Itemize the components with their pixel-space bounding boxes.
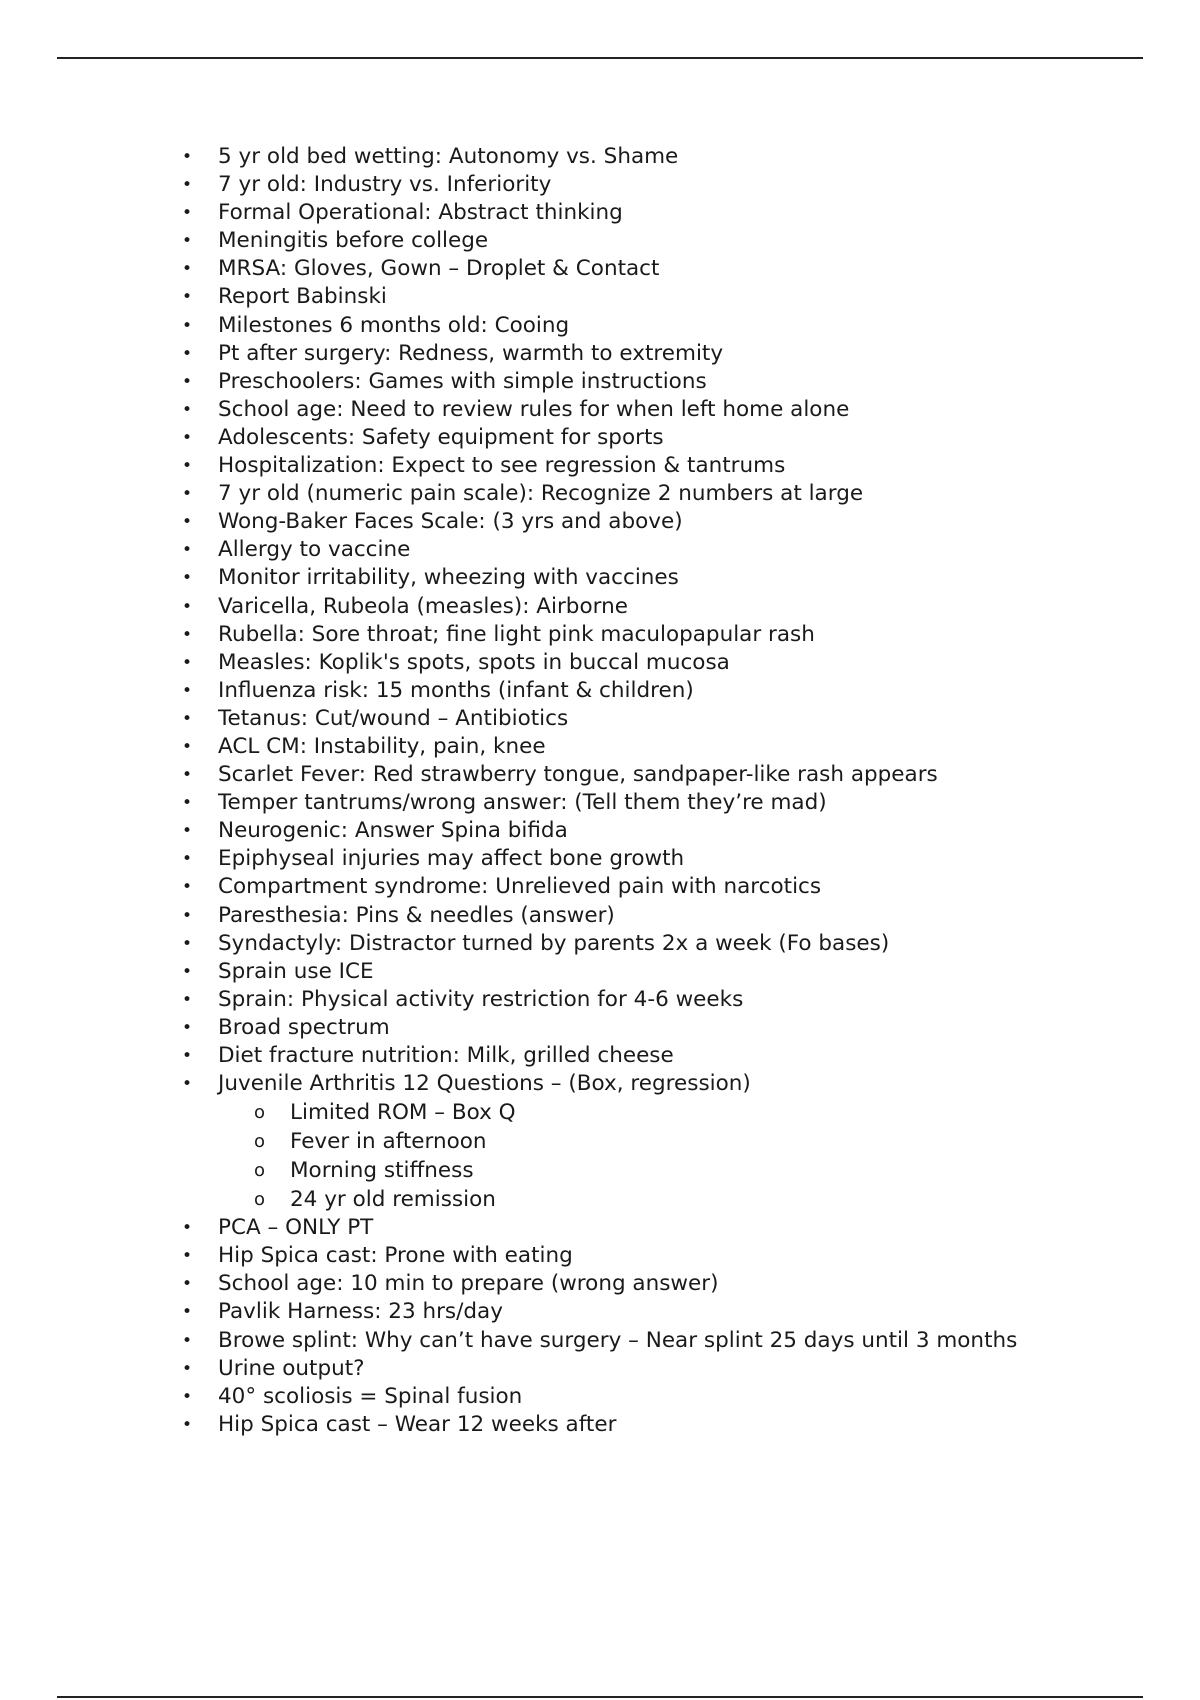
bullet-icon: • [181, 596, 193, 617]
list-item-text: Hip Spica cast: Prone with eating [218, 1243, 573, 1269]
bullet-icon: • [181, 231, 193, 252]
bullet-icon: • [181, 568, 193, 589]
bullet-icon: • [181, 1386, 193, 1407]
list-item-text: 7 yr old (numeric pain scale): Recognize 2 numbers at large [218, 481, 864, 507]
list-item-text: Influenza risk: 15 months (infant & children) [218, 677, 694, 703]
list-item [180, 902, 1140, 930]
list-item [180, 1270, 1140, 1298]
header-rule [57, 57, 1143, 59]
bullet-icon: • [181, 399, 193, 420]
list-item-text: Milestones 6 months old: Cooing [218, 312, 570, 338]
list-item-text: Report Babinski [218, 284, 387, 310]
list-item [180, 761, 1140, 789]
bullet-icon: • [181, 989, 193, 1010]
bullet-icon: • [181, 456, 193, 477]
sub-list-item [180, 1098, 1140, 1127]
list-item-text: Temper tantrums/wrong answer: (Tell them they’re mad) [218, 790, 827, 816]
list-item-text: 5 yr old bed wetting: Autonomy vs. Shame [218, 144, 679, 169]
list-item [180, 789, 1140, 817]
list-item [180, 593, 1140, 621]
bullet-icon: • [181, 287, 193, 308]
bullet-icon: • [181, 1074, 193, 1095]
footer-rule [57, 1696, 1143, 1698]
list-item [180, 255, 1140, 283]
list-item [180, 536, 1140, 564]
bullet-icon: • [181, 1414, 193, 1435]
list-item-text: Syndactyly: Distractor turned by parents 2x a week (Fo bases) [218, 930, 890, 956]
list-item [180, 1383, 1140, 1411]
bullet-icon: • [181, 624, 193, 645]
sub-bullet-icon: o [254, 1160, 266, 1182]
bullet-icon: • [181, 259, 193, 280]
bullet-icon: • [181, 708, 193, 729]
list-item [180, 452, 1140, 480]
bullet-icon: • [181, 849, 193, 870]
list-item-text: Neurogenic: Answer Spina bifida [218, 818, 568, 844]
list-item [180, 143, 1140, 171]
bullet-icon: • [181, 175, 193, 196]
list-item-text: School age: 10 min to prepare (wrong answer) [218, 1271, 719, 1297]
bullet-icon: • [181, 540, 193, 561]
bullet-icon: • [181, 371, 193, 392]
list-item-text: Pavlik Harness: 23 hrs/day [218, 1299, 503, 1325]
list-item [180, 1298, 1140, 1326]
list-item-text: Tetanus: Cut/wound – Antibiotics [218, 705, 569, 731]
list-item-text: Wong-Baker Faces Scale: (3 yrs and above) [218, 509, 683, 535]
bullet-icon: • [181, 1302, 193, 1323]
list-item [180, 1014, 1140, 1042]
bullet-icon: • [181, 652, 193, 673]
list-item-text: Diet fracture nutrition: Milk, grilled cheese [218, 1043, 674, 1068]
list-item-text: School age: Need to review rules for when left home alone [218, 396, 850, 422]
bullet-icon: • [181, 1017, 193, 1038]
list-item [180, 508, 1140, 536]
list-item-text: 7 yr old: Industry vs. Inferiority [218, 172, 552, 198]
list-item [180, 677, 1140, 705]
bullet-icon: • [181, 821, 193, 842]
list-item-text: Hospitalization: Expect to see regression & tantrums [218, 453, 786, 479]
bullet-icon: • [181, 1274, 193, 1295]
list-item [180, 845, 1140, 873]
bullet-icon: • [181, 1330, 193, 1351]
bullet-icon: • [181, 147, 193, 167]
list-item-text: Preschoolers: Games with simple instructions [218, 368, 707, 394]
list-item [180, 227, 1140, 255]
list-item-text: Meningitis before college [218, 228, 489, 254]
list-item-text: Formal Operational: Abstract thinking [218, 200, 623, 226]
bullet-icon: • [181, 1246, 193, 1267]
list-item-text: Urine output? [218, 1355, 365, 1381]
list-item [180, 930, 1140, 958]
sub-bullet-icon: o [254, 1102, 266, 1124]
list-item [180, 340, 1140, 368]
list-item-text: Measles: Koplik's spots, spots in buccal mucosa [218, 649, 730, 675]
list-item-text: Compartment syndrome: Unrelieved pain with narcotics [218, 874, 822, 900]
list-item [180, 733, 1140, 761]
list-item [180, 873, 1140, 901]
list-item-text: Browe splint: Why can’t have surgery – Near splint 25 days until 3 months [218, 1327, 1018, 1353]
sub-list-item-text: Limited ROM – Box Q [290, 1100, 516, 1126]
list-item-text: Hip Spica cast – Wear 12 weeks after [218, 1411, 617, 1437]
list-item-text: Juvenile Arthritis 12 Questions – (Box, regression) [218, 1071, 751, 1097]
list-item-text: Broad spectrum [218, 1014, 390, 1040]
list-item [180, 368, 1140, 396]
bullet-icon: • [181, 315, 193, 336]
sub-bullet-icon: o [254, 1131, 266, 1153]
sub-list-item-text: 24 yr old remission [290, 1187, 496, 1213]
list-item-text: Rubella: Sore throat; fine light pink maculopapular rash [218, 621, 815, 647]
sub-list-item [180, 1127, 1140, 1156]
sub-list-item-text: Morning stiffness [290, 1158, 474, 1184]
list-item [180, 312, 1140, 340]
list-item-text: Allergy to vaccine [218, 537, 411, 563]
list-item [180, 396, 1140, 424]
bullet-icon: • [181, 680, 193, 701]
bullet-icon: • [181, 793, 193, 814]
bullet-icon: • [181, 933, 193, 954]
list-item [180, 621, 1140, 649]
list-item-text: Sprain: Physical activity restriction for 4-6 weeks [218, 986, 744, 1012]
list-item [180, 1042, 1140, 1070]
list-item [180, 1242, 1140, 1270]
list-item [180, 1411, 1140, 1439]
list-item-text: ACL CM: Instability, pain, knee [218, 733, 546, 759]
bullet-icon: • [181, 877, 193, 898]
bullet-icon: • [181, 1218, 193, 1239]
list-item [180, 958, 1140, 986]
list-item-text: Epiphyseal injuries may affect bone growth [218, 846, 685, 872]
bullet-icon: • [181, 484, 193, 505]
list-item [180, 171, 1140, 199]
list-item-text: Scarlet Fever: Red strawberry tongue, sandpaper-like rash appears [218, 762, 938, 788]
bullet-icon: • [181, 736, 193, 757]
list-item-text: Varicella, Rubeola (measles): Airborne [218, 593, 628, 619]
list-item-text: Paresthesia: Pins & needles (answer) [218, 902, 615, 928]
notes-list [180, 143, 1140, 1439]
list-item-text: Sprain use ICE [218, 958, 374, 984]
bullet-icon: • [181, 203, 193, 224]
list-item [180, 199, 1140, 227]
sub-list-item [180, 1156, 1140, 1185]
sub-list-item-text: Fever in afternoon [290, 1129, 487, 1155]
bullet-icon: • [181, 961, 193, 982]
bullet-icon: • [181, 343, 193, 364]
list-item-text: MRSA: Gloves, Gown – Droplet & Contact [218, 256, 660, 282]
list-item [180, 986, 1140, 1014]
list-item [180, 817, 1140, 845]
list-item-text: PCA – ONLY PT [218, 1215, 374, 1241]
list-item [180, 480, 1140, 508]
list-item [180, 1214, 1140, 1242]
sub-bullet-icon: o [254, 1189, 266, 1211]
list-item-text: Monitor irritability, wheezing with vaccines [218, 565, 679, 591]
list-item [180, 564, 1140, 592]
sub-list-item [180, 1185, 1140, 1214]
bullet-icon: • [181, 905, 193, 926]
list-item-text: Pt after surgery: Redness, warmth to extremity [218, 340, 724, 366]
list-item [180, 649, 1140, 677]
list-item-text: Adolescents: Safety equipment for sports [218, 424, 664, 450]
bullet-icon: • [181, 765, 193, 786]
bullet-icon: • [181, 512, 193, 533]
bullet-icon: • [181, 1046, 193, 1066]
list-item [180, 1070, 1140, 1098]
list-item [180, 1327, 1140, 1355]
bullet-icon: • [181, 427, 193, 448]
list-item [180, 424, 1140, 452]
list-item [180, 705, 1140, 733]
list-item-text: 40° scoliosis = Spinal fusion [218, 1383, 523, 1409]
bullet-icon: • [181, 1358, 193, 1379]
list-item [180, 1355, 1140, 1383]
list-item [180, 283, 1140, 311]
